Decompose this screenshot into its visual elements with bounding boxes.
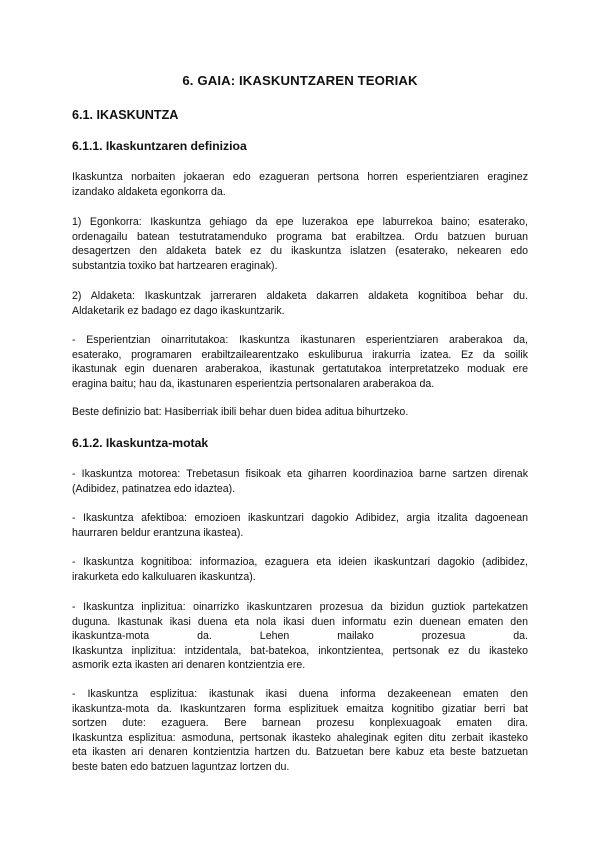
paragraph-line: sortzen dute: ezaguera. Bere barnean prozesu konplexuagoak ematen dira.: [72, 717, 528, 729]
paragraph-inplizitua: [72, 600, 528, 673]
paragraph-line: - Ikaskuntza inplizitua: oinarrizko ikaskuntzaren prozesua da bizidun guztiok partekatzen: [72, 601, 528, 613]
paragraph-kognitiboa: [72, 555, 528, 584]
paragraph-beste-definizioa: [72, 405, 528, 420]
paragraph-line: haurraren beldur erantzuna ikastea).: [72, 526, 244, 539]
paragraph-line: ikaskuntza-mota da. Ikaskuntzaren forma esplizituek emaitza kognitibo gizatiar berri bat: [72, 702, 528, 715]
paragraph-line: 2) Aldaketa: Ikaskuntzak jarreraren aldaketa dakarren aldaketa kognitiboa behar du.: [72, 290, 528, 302]
paragraph-line: Ikaskuntza inplizitua: intzidentala, bat-batekoa, inkontzientea, pertsonak ez du ikasteko: [72, 644, 528, 657]
subsection-heading-definition: 6.1.1. Ikaskuntzaren definizioa: [72, 139, 247, 153]
subsection-heading-types: 6.1.2. Ikaskuntza-motak: [72, 436, 209, 450]
paragraph-line: asmorik ezta ikasten ari denaren kontzientzia ere.: [72, 659, 306, 671]
paragraph-egonkorra: [72, 215, 528, 273]
paragraph-afektiboa: [72, 511, 528, 540]
paragraph-esplizitua: [72, 687, 528, 774]
paragraph-line: - Ikaskuntza esplizitua: ikastunak ikasi duena informa dezakeenean ematen den: [72, 688, 528, 700]
paragraph-line: Aldaketarik ez badago ez dago ikaskuntzarik.: [72, 304, 285, 317]
paragraph-line: - Esperientzian oinarritutakoa: Ikaskuntza ikastunaren esperientziaren araberakoa da,: [72, 334, 528, 346]
paragraph-esperientzia: [72, 333, 528, 391]
paragraph-line: substantzia toxiko bat hartzearen eraginak).: [72, 259, 278, 272]
paragraph-line: - Ikaskuntza afektiboa: emozioen ikaskuntzari dagokio Adibidez, argia itzalita dagoenean: [72, 512, 528, 524]
paragraph-line: esaterako, programaren erabiltzailearentzako eskuliburua irakurria izatea. Ez da soilik: [72, 348, 528, 361]
paragraph-line: ikaskuntza-mota da. Lehen mailako prozesua da.: [72, 630, 528, 642]
paragraph-definition: [72, 170, 528, 199]
paragraph-line: Beste definizio bat: Hasiberriak ibili behar duen bidea aditua bihurtzeko.: [72, 406, 409, 418]
paragraph-line: desagertzen den aldaketa batek ez du ikaskuntza islatzen (esaterako, nekearen edo: [72, 245, 528, 257]
document-title: 6. GAIA: IKASKUNTZAREN TEORIAK: [182, 73, 418, 88]
paragraph-line: (Adibidez, patinatzea edo idaztea).: [72, 482, 236, 495]
paragraph-line: irakurketa edo kalkuluaren ikaskuntza).: [72, 570, 256, 583]
paragraph-line: - Ikaskuntza kognitiboa: informazioa, ezaguera eta ideien ikaskuntzari dagokio (adibidez,: [72, 556, 528, 568]
paragraph-line: ordenagailu batean testutratamenduko programa bat erabiltzea. Ordu batzuen buruan: [72, 230, 528, 243]
paragraph-line: ikastunak egin duenaren araberakoa, ikastunak gertatutakoa interpretatzeko moduak ere: [72, 363, 528, 375]
paragraph-line: izandako aldaketa egonkorra da.: [72, 185, 226, 198]
section-heading: 6.1. IKASKUNTZA: [72, 108, 179, 122]
paragraph-line: duguna. Ikastunak ikasi duena eta nola ikasi duen informatu ezin duenean ematen den: [72, 615, 528, 628]
paragraph-motorea: [72, 467, 528, 496]
paragraph-line: 1) Egonkorra: Ikaskuntza gehiago da epe luzerakoa epe laburrekoa baino; esaterako,: [72, 216, 528, 228]
paragraph-line: Ikaskuntza norbaiten jokaeran edo ezagueran pertsona horren esperientziaren eraginez: [72, 171, 528, 183]
paragraph-line: Ikaskuntza esplizitua: asmoduna, pertsonak ikasteko ahaleginak egiten ditu zerbait ikasteko: [72, 731, 528, 744]
paragraph-aldaketa: [72, 289, 528, 318]
paragraph-line: eta ikasten ari denaren kontzientzia hartzen du. Batzuetan bere kabuz eta beste batzuetan: [72, 746, 528, 758]
paragraph-line: eragina baitu; hau da, ikastunaren esperientzia pertsonalaren araberakoa da.: [72, 377, 435, 390]
paragraph-line: beste baten edo batzuen laguntzaz lortzen du.: [72, 760, 290, 773]
paragraph-line: - Ikaskuntza motorea: Trebetasun fisikoak eta giharren koordinazioa barne sartzen direnak: [72, 468, 528, 480]
